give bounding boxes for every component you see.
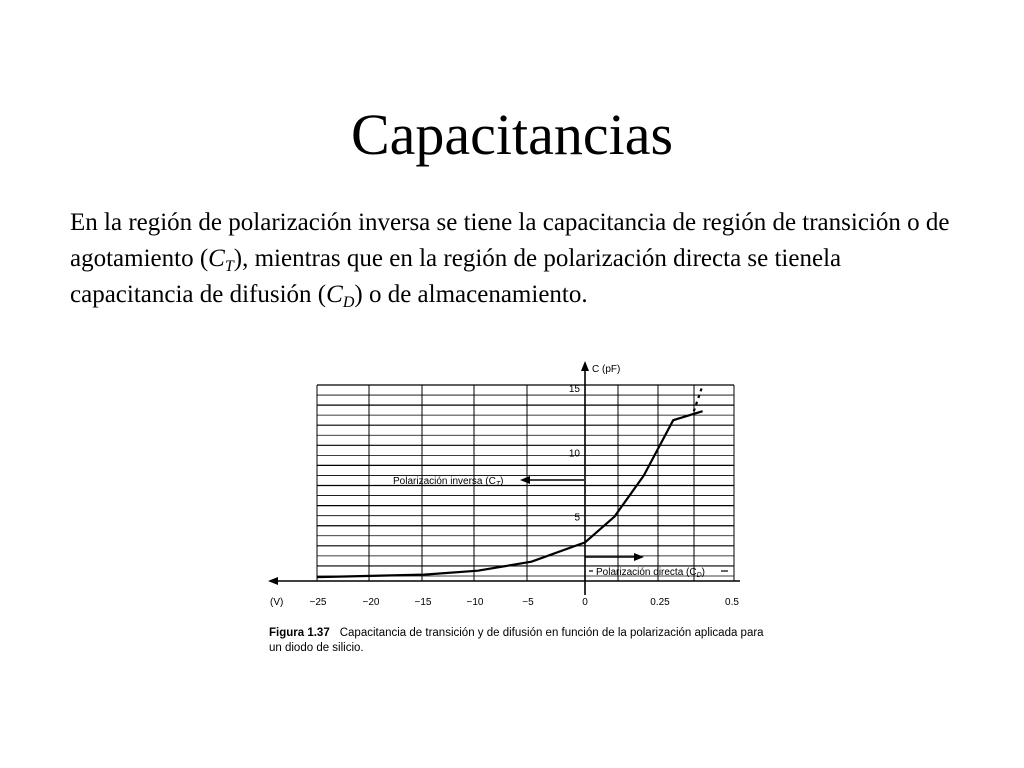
reverse-bias-subscript: T: [495, 481, 501, 488]
x-tick-label: −15: [414, 597, 432, 608]
chart-axes: [268, 361, 740, 595]
body-text-part-3: ) o de almacenamiento.: [354, 281, 588, 308]
body-text-part-1: En la región de polarización inversa se tiene la capacitancia de región de transición o de agotamiento (: [70, 209, 950, 272]
x-tick-label: 0: [582, 597, 588, 608]
y-tick-label: 5: [574, 512, 580, 524]
ct-subscript: T: [224, 258, 234, 275]
chart-curve: [317, 385, 706, 579]
y-axis-label: C (pF): [592, 364, 621, 375]
reverse-bias-arrowhead: [520, 476, 530, 484]
x-tick-label: −25: [309, 597, 327, 608]
x-tick-label: −20: [362, 597, 380, 608]
cd-symbol: C: [326, 281, 343, 308]
forward-bias-subscript: D: [696, 572, 702, 579]
forward-bias-close: ): [701, 567, 706, 578]
caption-label: Figura 1.37: [269, 627, 330, 639]
reverse-bias-label: Polarización inversa $(C_T)$: [393, 476, 504, 488]
caption-text: Capacitancia de transición y de difusión en función de la polarización aplicada para un diodo de silicio.: [269, 627, 764, 654]
chart-grid: [317, 385, 734, 581]
capacitance-curve: [317, 411, 706, 579]
reverse-bias-close: ): [500, 476, 504, 487]
y-axis-arrow: [581, 361, 589, 371]
slide-title: Capacitancias: [350, 102, 674, 167]
capacitance-curve-dotted: [694, 385, 703, 411]
cd-subscript: D: [342, 294, 355, 311]
x-tick-label: −10: [466, 597, 484, 608]
ct-symbol: C: [208, 245, 225, 272]
figure-caption: [269, 626, 769, 656]
forward-bias-label: Polarización directa $(C_D)$: [596, 567, 706, 579]
capacitance-figure: [262, 355, 772, 665]
x-tick-label: 0.25: [650, 597, 670, 608]
capacitance-chart: [262, 355, 772, 625]
forward-bias-arrowhead: [634, 553, 644, 561]
y-tick-label: 10: [568, 448, 580, 460]
body-text-part-2: ), mientras que en la región de polarización directa se tienela capacitancia de difusión (: [70, 245, 842, 308]
x-tick-label: 0.5: [725, 597, 739, 608]
y-tick-label: 15: [568, 384, 580, 395]
x-unit-label: (V): [270, 597, 284, 608]
x-tick-label: −5: [522, 597, 534, 608]
x-axis-arrow: [268, 577, 278, 585]
slide-body-text: [70, 205, 970, 313]
